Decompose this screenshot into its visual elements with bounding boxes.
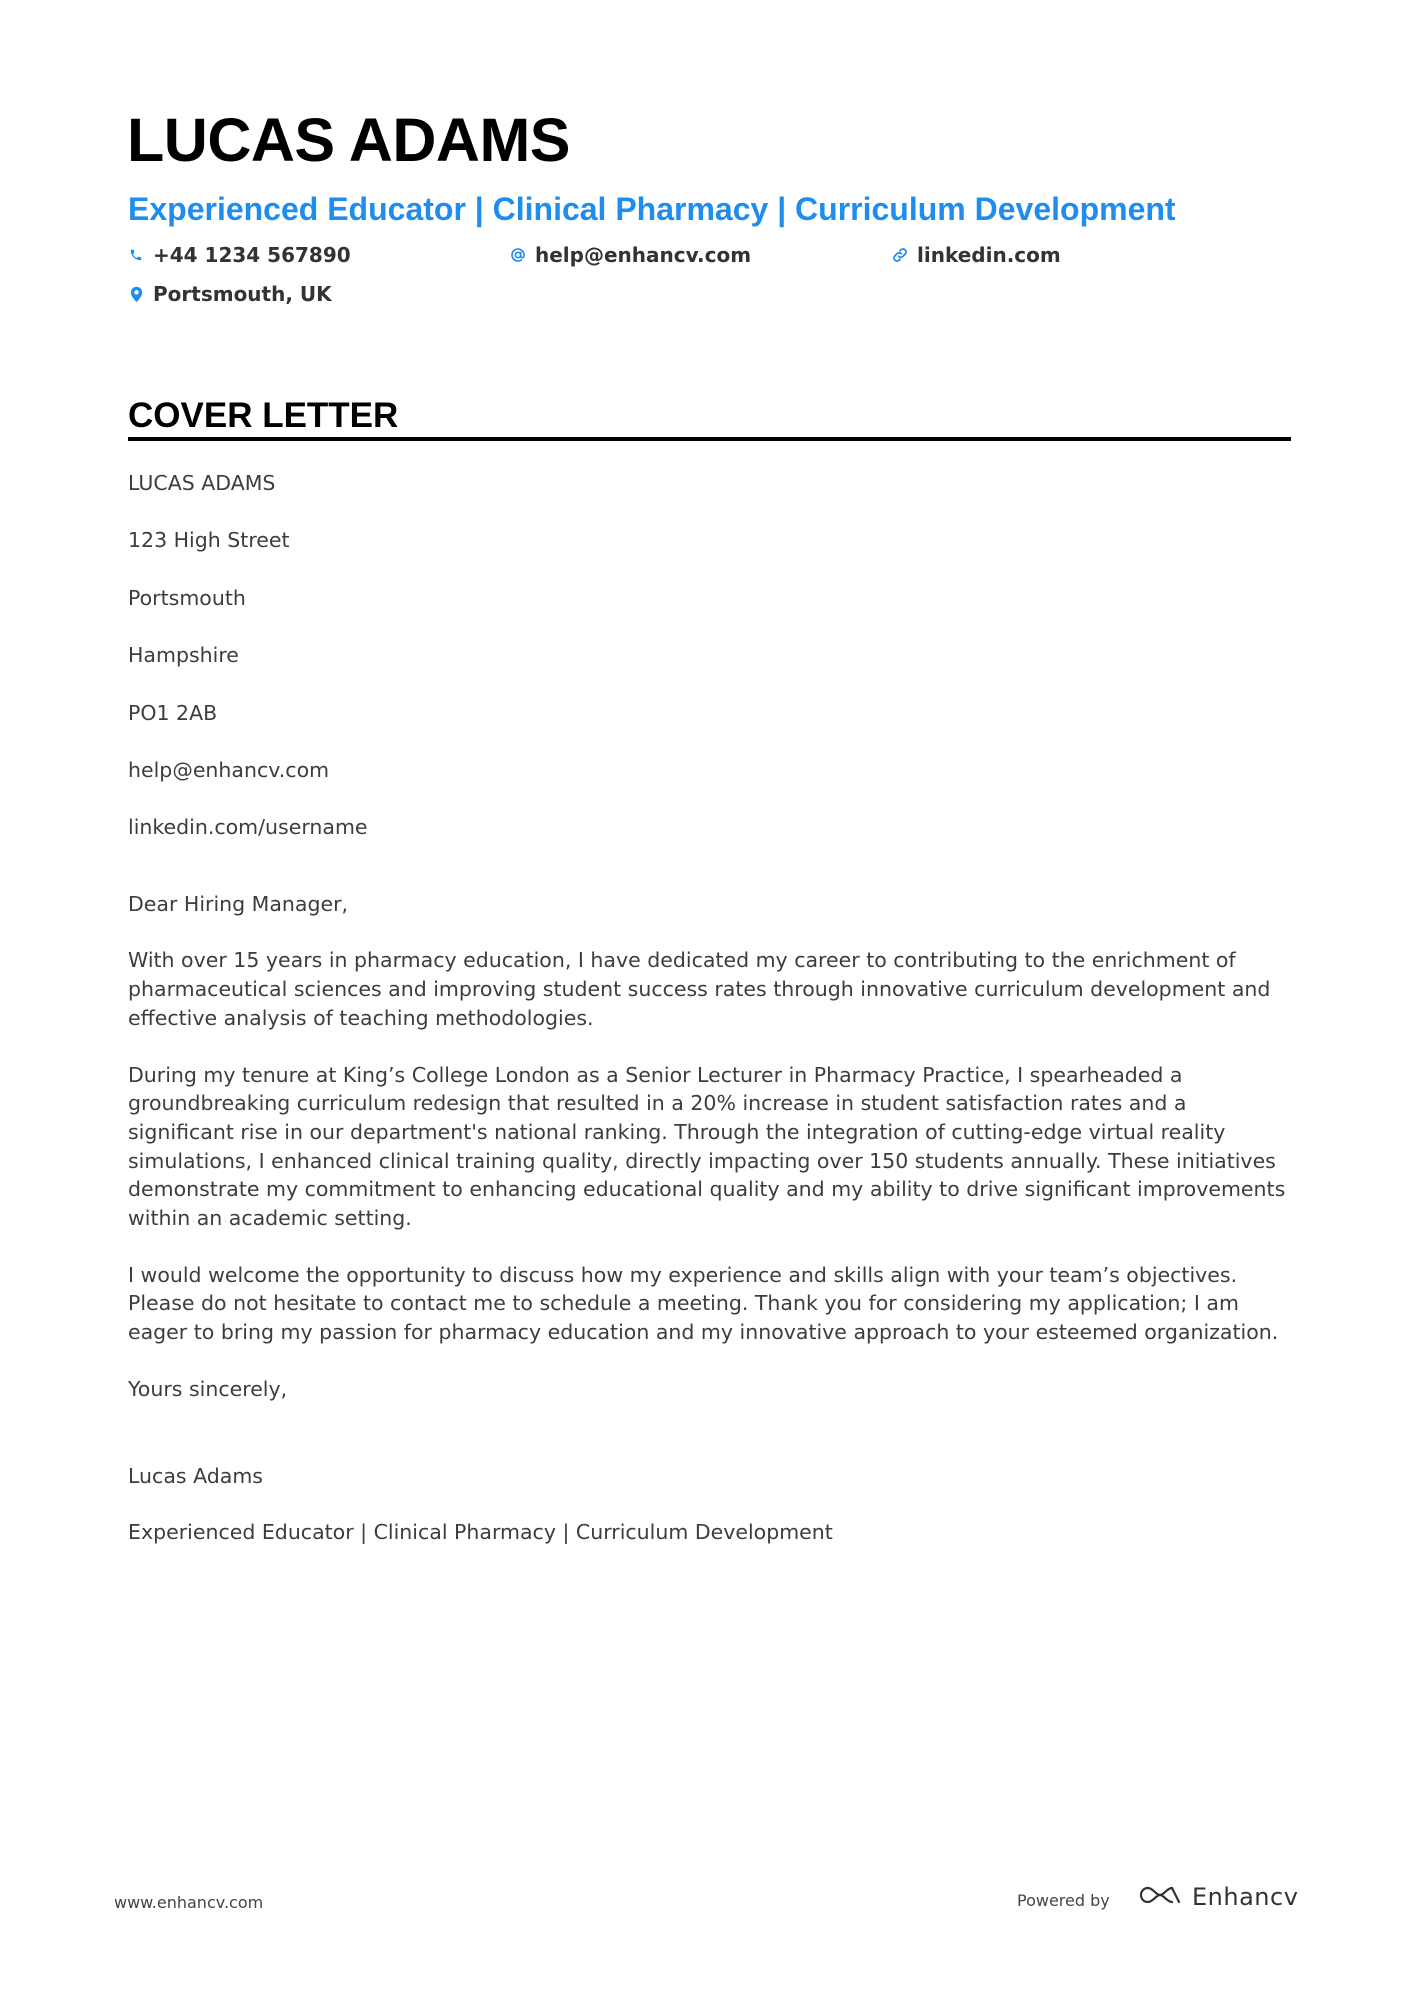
footer-brand xyxy=(1138,1884,1298,1910)
applicant-headline: Experienced Educator | Clinical Pharmacy | Curriculum Development xyxy=(128,191,1176,227)
address-line: linkedin.com/username xyxy=(128,815,368,840)
location-pin-icon xyxy=(128,285,144,303)
address-line: 123 High Street xyxy=(128,528,290,553)
applicant-name: LUCAS ADAMS xyxy=(127,106,570,174)
address-line: LUCAS ADAMS xyxy=(128,471,276,495)
contact-location-text: Portsmouth, UK xyxy=(153,282,332,306)
address-line: Portsmouth xyxy=(128,585,246,610)
address-line: help@enhancv.com xyxy=(128,757,330,782)
signature-title: Experienced Educator | Clinical Pharmacy | Curriculum Development xyxy=(128,1520,833,1545)
letter-body xyxy=(128,470,1298,1547)
section-title: COVER LETTER xyxy=(128,396,399,435)
signature-name: Lucas Adams xyxy=(128,1463,263,1488)
footer-powered-by: Powered by xyxy=(1017,1891,1110,1910)
brand-name: Enhancv xyxy=(1192,1883,1299,1911)
spacer xyxy=(128,872,1298,890)
contact-location xyxy=(128,284,332,304)
letter-paragraph: I would welcome the opportunity to discuss how my experience and skills align with your team’s objectives. Please do not hesitate to contact me to schedule a meeting. Thank you for considering my application; I am eager to bring my passion for pharmacy education and my innovative approach to your esteemed organization. xyxy=(128,1262,1279,1345)
closing: Yours sincerely, xyxy=(128,1376,288,1401)
contact-email-text: help@enhancv.com xyxy=(535,243,752,267)
address-line: PO1 2AB xyxy=(128,700,218,725)
address-line: Hampshire xyxy=(128,643,239,668)
letter-paragraph: With over 15 years in pharmacy education, I have dedicated my career to contributing to the enrichment of pharmaceutical sciences and improving student success rates through innovative curriculum development and effective analysis of teaching methodologies. xyxy=(128,948,1271,1030)
phone-icon xyxy=(128,246,144,264)
at-icon xyxy=(510,246,526,264)
contact-linkedin xyxy=(892,245,1061,265)
salutation: Dear Hiring Manager, xyxy=(128,891,349,916)
link-icon xyxy=(892,246,908,264)
letter-paragraph: During my tenure at King’s College London as a Senior Lecturer in Pharmacy Practice, I spearheaded a groundbreaking curriculum redesign that resulted in a 20% increase in student satisfaction rates and a significant rise in our department's national ranking. Through the integration of cutting-edge virtual reality simulations, I enhanced clinical training quality, directly impacting over 150 students annually. These initiatives demonstrate my commitment to enhancing educational quality and my ability to drive significant improvements within an academic setting. xyxy=(128,1062,1286,1231)
contact-linkedin-text: linkedin.com xyxy=(917,243,1061,267)
contact-phone-text: +44 1234 567890 xyxy=(153,243,351,267)
footer-website-link[interactable]: www.enhancv.com xyxy=(114,1893,264,1912)
section-divider xyxy=(128,437,1291,441)
contact-phone xyxy=(128,245,351,265)
enhancv-logo-icon xyxy=(1138,1884,1182,1910)
contact-email xyxy=(510,245,751,265)
